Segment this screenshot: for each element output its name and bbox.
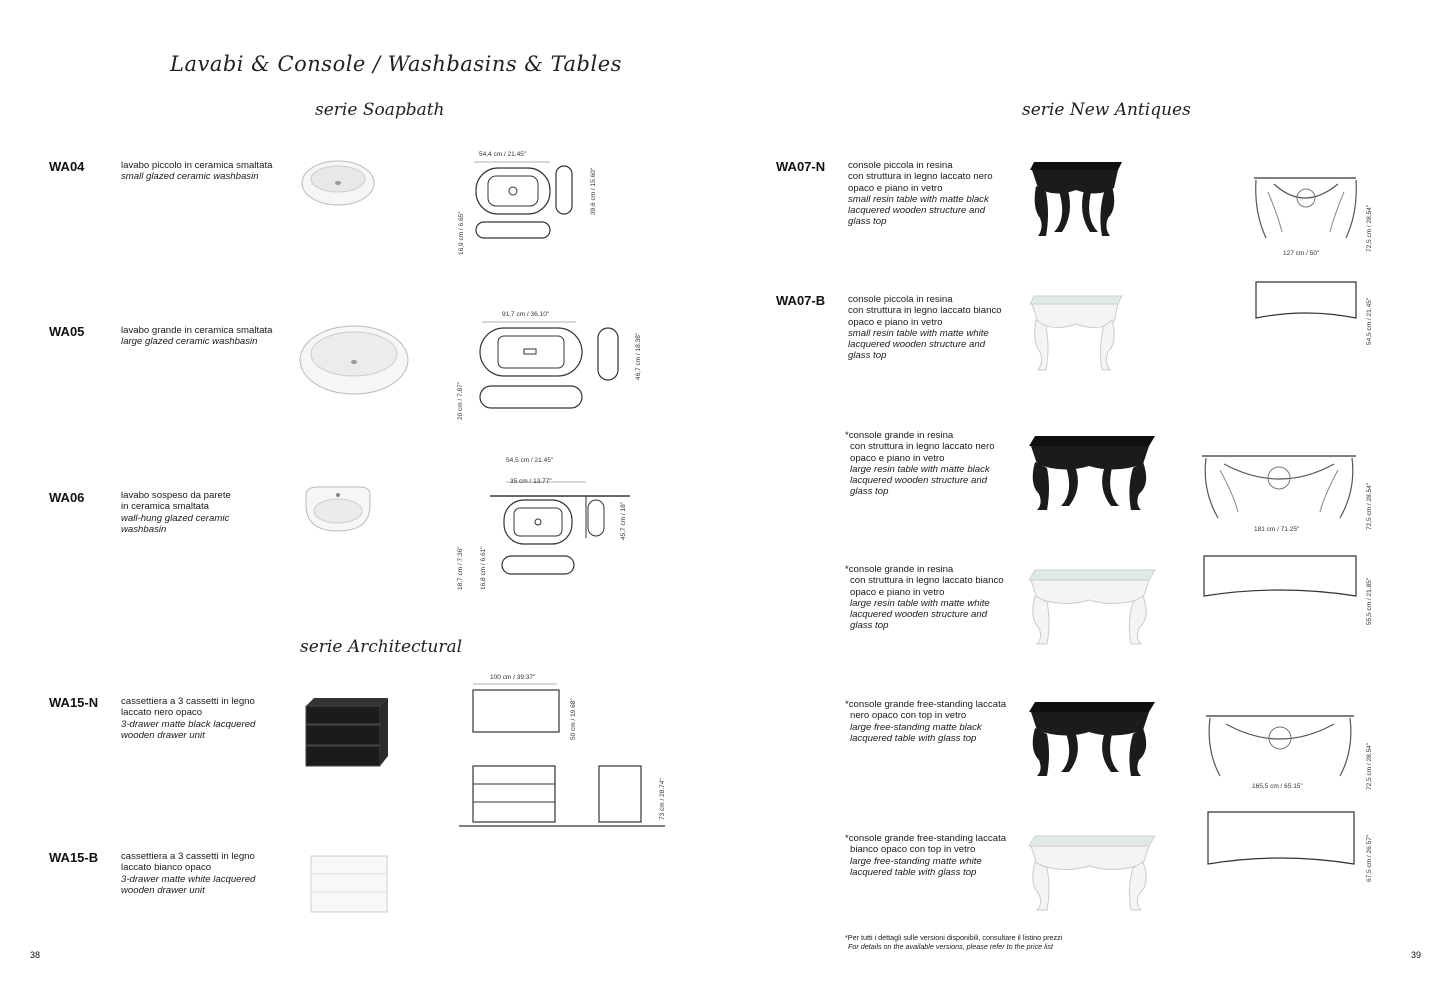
dim-wa06-height: 18,7 cm / 7.36": [457, 546, 464, 590]
dim-wa06-inner: 35 cm / 13.77": [510, 478, 552, 485]
product-desc-wa06: lavabo sospeso da parete in ceramica smaltata wall-hung glazed ceramic washbasin: [121, 490, 231, 535]
product-desc-wa07-b: console piccola in resina con struttura in legno laccato bianco opaco e piano in vetro small resin table with matte white lacquered wooden structure and glass top: [848, 294, 1002, 362]
footnote-it: *Per tutti i dettagli sulle versioni disponibili, consultare il listino prezzi: [845, 933, 1063, 942]
dim-wa05-depth: 46,7 cm / 18.38": [635, 332, 642, 380]
dim-wa04-depth: 39,6 cm / 15.60": [590, 167, 597, 215]
console-small-black-photo: [1028, 158, 1128, 240]
drawing-console-large-top: [1200, 552, 1362, 607]
drawing-wa06: [488, 478, 638, 588]
dim-console-freestanding-width: 165,5 cm / 65.15": [1252, 783, 1303, 790]
drawing-wa15: [455, 680, 675, 830]
dim-wa15-height: 73 cm / 28.74": [659, 778, 666, 820]
product-desc-console-freestanding-white: *console grande free-standing laccata bianco opaco con top in vetro large free-standing matte white lacquered table with glass top: [845, 833, 1007, 878]
product-code-wa15-b: WA15-B: [49, 850, 99, 865]
console-freestanding-white-photo: [1025, 832, 1160, 914]
page-title: Lavabi & Console / Washbasins & Tables: [170, 52, 622, 76]
dim-wa15-width: 100 cm / 39.37": [490, 674, 536, 681]
series-architectural-heading: serie Architectural: [300, 637, 463, 657]
product-desc-console-freestanding-black: *console grande free-standing laccata nero opaco con top in vetro large free-standing matte black lacquered table with glass top: [845, 699, 1007, 744]
dim-wa06-width: 54,5 cm / 21.45": [506, 457, 554, 464]
page-number-right: 39: [1411, 950, 1422, 960]
product-desc-wa07-n: console piccola in resina con struttura in legno laccato nero opaco e piano in vetro small resin table with matte black lacquered wooden structure and glass top: [848, 160, 993, 228]
dim-console-small-height: 72,5 cm / 28.54": [1366, 204, 1373, 252]
drawing-console-freestanding-front: [1204, 710, 1359, 782]
dim-wa04-width: 54,4 cm / 21.45": [479, 151, 527, 158]
product-desc-wa15-n: cassettiera a 3 cassetti in legno laccato nero opaco 3-drawer matte black lacquered wooden drawer unit: [121, 696, 256, 741]
product-code-wa07-b: WA07-B: [776, 293, 826, 308]
product-code-wa07-n: WA07-N: [776, 159, 826, 174]
console-large-black-photo: [1025, 432, 1160, 514]
drawer-unit-white-photo: [305, 850, 393, 916]
washbasin-wa06-photo: [300, 483, 375, 535]
dim-wa04-height: 16,9 cm / 6.65": [458, 211, 465, 255]
page-number-left: 38: [30, 950, 41, 960]
dim-wa06-height-inner: 16,8 cm / 6.61": [480, 546, 487, 590]
console-freestanding-black-photo: [1025, 698, 1160, 780]
drawer-unit-black-photo: [300, 694, 392, 772]
console-large-white-photo: [1025, 566, 1160, 648]
dim-console-freestanding-depth: 67,5 cm / 26.57": [1366, 834, 1373, 882]
washbasin-wa04-photo: [300, 158, 380, 208]
dim-console-large-width: 181 cm / 71.25": [1254, 526, 1300, 533]
product-desc-wa05: lavabo grande in ceramica smaltata large glazed ceramic washbasin: [121, 325, 273, 348]
footnote-en: For details on the available versions, please refer to the price list: [848, 942, 1053, 951]
dim-wa15-depth: 50 cm / 19.68": [570, 698, 577, 740]
product-code-wa15-n: WA15-N: [49, 695, 99, 710]
washbasin-wa05-photo: [298, 322, 413, 397]
drawing-console-small-top: [1252, 278, 1362, 330]
dim-console-freestanding-height: 72,5 cm / 28.54": [1366, 742, 1373, 790]
product-code-wa06: WA06: [49, 490, 85, 505]
drawing-console-large-front: [1200, 450, 1362, 525]
product-code-wa04: WA04: [49, 159, 85, 174]
series-new-antiques-heading: serie New Antiques: [1022, 100, 1191, 120]
drawing-wa05: [476, 318, 646, 418]
drawing-console-freestanding-top: [1204, 808, 1359, 873]
dim-console-large-height: 72,5 cm / 28.54": [1366, 482, 1373, 530]
dim-wa05-width: 91,7 cm / 36.10": [502, 311, 550, 318]
series-soapbath-heading: serie Soapbath: [315, 100, 445, 120]
dim-wa05-height: 20 cm / 7.87": [457, 381, 464, 420]
product-desc-console-large-black: *console grande in resina con struttura in legno laccato nero opaco e piano in vetro large resin table with matte black lacquered wooden structure and glass top: [845, 430, 995, 498]
product-desc-console-large-white: *console grande in resina con struttura in legno laccato bianco opaco e piano in vetro large resin table with matte white lacquered wooden structure and glass top: [845, 564, 1004, 632]
dim-console-small-width: 127 cm / 50": [1283, 250, 1320, 257]
product-code-wa05: WA05: [49, 324, 85, 339]
dim-console-small-depth: 54,5 cm / 21.45": [1366, 297, 1373, 345]
drawing-console-small-front: [1252, 172, 1362, 247]
footnote: [845, 933, 1062, 951]
product-desc-wa04: lavabo piccolo in ceramica smaltata small glazed ceramic washbasin: [121, 160, 273, 183]
drawing-wa04: [470, 158, 610, 258]
console-small-white-photo: [1028, 292, 1128, 374]
dim-wa06-depth: 45,7 cm / 18": [620, 501, 627, 540]
product-desc-wa15-b: cassettiera a 3 cassetti in legno laccato bianco opaco 3-drawer matte white lacquered wooden drawer unit: [121, 851, 256, 896]
dim-console-large-depth: 55,5 cm / 21.85": [1366, 577, 1373, 625]
